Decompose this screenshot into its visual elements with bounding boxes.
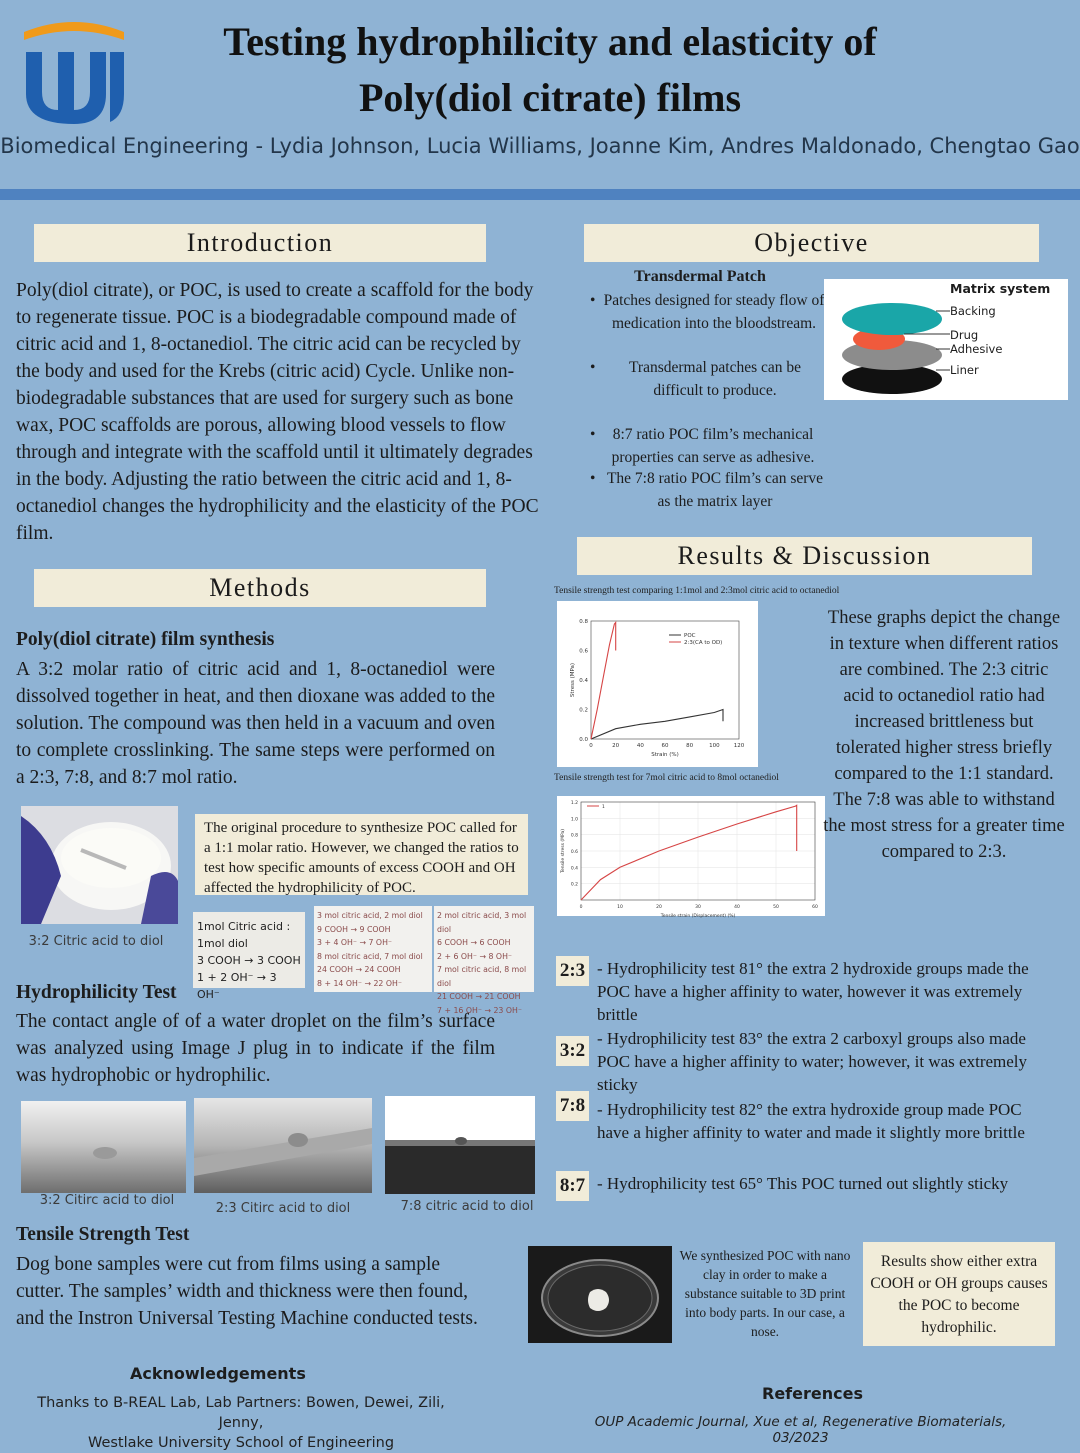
nano-clay-text: We synthesized POC with nano clay in order to make a substance suitable to 3D print into body parts. In our case, a nose.: [679, 1248, 851, 1339]
synthesis-text: A 3:2 molar ratio of citric acid and 1, 8-octanediol were dissolved together in heat, and then dioxane was added to the solution. The compound was then held in a vacuum and oven to complete crosslinking. The same steps were performed on a 2:3, 7:8, and 8:7 mol ratio.: [16, 659, 495, 788]
ratio-text-2-3: - Hydrophilicity test 81° the extra 2 hydroxide groups made the POC have a higher affinity to water, however it was extremely brittle: [597, 959, 1029, 1024]
methods-heading: Methods: [34, 569, 486, 607]
handwritten-card-3: [434, 906, 534, 1015]
y-tick-label: 1.2: [570, 801, 578, 806]
card1-line: 1mol Citric acid : 1mol diol: [197, 920, 291, 950]
x-tick-label: 50: [773, 905, 779, 910]
tensile-chart-2-svg: [557, 796, 825, 919]
introduction-heading: Introduction: [34, 224, 486, 262]
references-heading: References: [762, 1384, 863, 1403]
matrix-label-liner: Liner: [950, 363, 979, 377]
objective-bullet-4: • The 7:8 ratio POC film’s can serve as the matrix layer: [590, 470, 824, 510]
discussion-text: These graphs depict the change in texture when different ratios are combined. The 2:3 citric acid to octanediol ratio had increased brittleness but tolerated higher stress briefly compared to the 1:1 standard. The 7:8 was able to withstand the most stress for a greater time compared to 2:3.: [823, 608, 1065, 862]
y-tick-label: 0.8: [579, 619, 588, 625]
matrix-label-drug: Drug: [950, 328, 979, 342]
droplet-photo-3-2: [21, 1101, 186, 1193]
tensile-title: Tensile Strength Test: [16, 1224, 190, 1245]
introduction-text: Poly(diol citrate), or POC, is used to create a scaffold for the body to regenerate tissue. POC is a biodegradable compound made of citric acid and 1, 8-octanediol. The citric acid can be recycled by the body and used for the Krebs (citric acid) Cycle. Unlike non-biodegradable substances that are used for surgery such as bone wax, POC scaffolds are porous, allowing blood vessels to flow through and integrate with the scaffold until it ultimately degrades in the body. Adjusting the ratio between the citric acid and 1, 8-octanediol changes the hydrophilicity and the elasticity of the POC film.: [16, 280, 539, 544]
card3-line: 21 COOH → 21 COOH: [437, 992, 521, 1001]
chart1-caption: Tensile strength test comparing 1:1mol and 2:3mol citric acid to octanediol: [554, 586, 840, 596]
series-line-1: [581, 805, 797, 900]
card1-line: 1 + 2 OH⁻ → 3 OH⁻: [197, 971, 277, 1001]
y-tick-label: 0.4: [570, 866, 578, 872]
matrix-label-adhesive: Adhesive: [950, 342, 1003, 356]
card1-line: 3 COOH → 3 COOH: [197, 954, 301, 967]
y-tick-label: 1.0: [570, 817, 578, 823]
ratio-text-7-8: - Hydrophilicity test 82° the extra hydroxide group made POC have a higher affinity to water and made it slightly more brittle: [597, 1100, 1025, 1142]
droplet-caption-1: 3:2 Citirc acid to diol: [39, 1193, 175, 1208]
card2-line: 3 mol citric acid, 2 mol diol: [317, 911, 423, 920]
card3-line: 7 mol citric acid, 8 mol diol: [437, 965, 527, 988]
x-tick-label: 100: [709, 743, 720, 749]
card2-line: 9 COOH → 9 COOH: [317, 924, 391, 934]
conclusion-box: Results show either extra COOH or OH groups causes the POC to become hydrophilic.: [863, 1242, 1055, 1346]
synthesis-photo: [21, 806, 178, 924]
ratio-note: The original procedure to synthesize POC called for a 1:1 molar ratio. However, we changed the ratios to test how specific amounts of excess COOH and OH affected the hydrophilicity of POC.: [195, 814, 528, 895]
x-tick-label: 30: [695, 905, 701, 910]
tensile-chart-1: [557, 601, 758, 767]
card2-line: 8 mol citric acid, 7 mol diol: [317, 951, 423, 961]
droplet-caption-2: 2:3 Citirc acid to diol: [215, 1201, 351, 1216]
card2-line: 24 COOH → 24 COOH: [317, 965, 401, 974]
nano-clay-photo: [528, 1246, 672, 1343]
y-tick-label: 0.6: [579, 648, 588, 655]
x-tick-label: 0: [579, 905, 583, 910]
results-heading: Results & Discussion: [577, 537, 1032, 575]
header-band: [0, 189, 1080, 200]
acknowledgements-line: Westlake University School of Engineering: [87, 1435, 395, 1451]
matrix-system-diagram: [824, 279, 1068, 400]
x-tick-label: 20: [656, 905, 662, 910]
y-tick-label: 0.4: [579, 678, 588, 684]
acknowledgements-text: [16, 1393, 466, 1453]
ratio-tag-3-2: 3:2: [556, 1036, 589, 1066]
card3-line: 6 COOH → 6 COOH: [437, 938, 511, 947]
legend-label: POC: [684, 633, 696, 639]
x-tick-label: 0: [589, 743, 593, 749]
card3-line: 2 mol citric acid, 3 mol diol: [437, 911, 527, 934]
legend-label: 2:3(CA to OD): [684, 640, 723, 646]
legend-label: 1: [602, 805, 605, 810]
tensile-chart-2: [557, 796, 825, 919]
synthesis-title: Poly(diol citrate) film synthesis: [16, 629, 275, 650]
ratio-text-8-7: - Hydrophilicity test 65° This POC turned out slightly sticky: [597, 1174, 1009, 1193]
droplet-photo-7-8: [385, 1096, 535, 1194]
hydrophilicity-text: The contact angle of of a water droplet on the film’s surface was analyzed using Image J plug in to indicate if the film was hydrophobic or hydrophilic.: [16, 1011, 495, 1086]
acknowledgements-line: Thanks to B-REAL Lab, Lab Partners: Bowen, Dewei, Zili, Jenny,: [37, 1395, 445, 1431]
y-tick-label: 0.6: [570, 850, 578, 855]
y-axis-label: Stress (MPa): [570, 662, 576, 698]
card2-line: 3 + 4 OH⁻ → 7 OH⁻: [317, 938, 393, 947]
x-tick-label: 60: [661, 743, 669, 749]
x-tick-label: 40: [734, 905, 740, 910]
handwritten-card-2: [314, 906, 432, 992]
university-logo-icon: [18, 16, 130, 128]
objective-bullet-1: • Patches designed for steady flow of medication into the bloodstream.: [590, 292, 825, 332]
x-tick-label: 60: [812, 905, 818, 910]
x-tick-label: 10: [617, 905, 623, 910]
droplet-caption-3: 7:8 citric acid to diol: [400, 1199, 534, 1214]
synthesis-photo-caption: 3:2 Citric acid to diol: [28, 934, 164, 949]
x-axis-label: Tensile strain (Displacement) (%): [660, 914, 736, 919]
ratio-tag-7-8: 7:8: [556, 1091, 589, 1121]
objective-bullet-3: • 8:7 ratio POC film’s mechanical properties can serve as adhesive.: [590, 426, 815, 466]
references-text: OUP Academic Journal, Xue et al, Regenerative Biomaterials, 03/2023: [594, 1414, 1007, 1446]
x-tick-label: 80: [686, 743, 694, 749]
poster-title: Testing hydrophilicity and elasticity of Poly(diol citrate) films: [223, 19, 877, 120]
objective-heading: Objective: [584, 224, 1039, 262]
ratio-tag-2-3: 2:3: [556, 956, 589, 986]
card2-line: 8 + 14 OH⁻ → 22 OH⁻: [317, 978, 402, 988]
x-tick-label: 40: [636, 743, 644, 749]
card3-line: 2 + 6 OH⁻ → 8 OH⁻: [437, 951, 513, 961]
objective-bullet-2: • Transdermal patches can be difficult to produce.: [590, 359, 802, 399]
y-tick-label: 0.0: [579, 737, 588, 743]
x-tick-label: 20: [612, 743, 620, 749]
card3-line: 7 + 16 OH⁻ → 23 OH⁻: [437, 1005, 522, 1015]
acknowledgements-heading: Acknowledgements: [130, 1364, 306, 1383]
y-tick-label: 0.2: [579, 707, 588, 714]
x-axis-label: Strain (%): [651, 752, 679, 758]
chart2-caption: Tensile strength test for 7mol citric acid to 8mol octanediol: [554, 773, 779, 783]
y-tick-label: 0.2: [570, 882, 578, 888]
droplet-photo-2-3: [194, 1098, 372, 1193]
matrix-label-backing: Backing: [950, 304, 996, 318]
ratio-text-3-2: - Hydrophilicity test 83° the extra 2 carboxyl groups also made POC have a higher affinity to water; however, it was extremely sticky: [597, 1029, 1028, 1094]
author-list: Biomedical Engineering - Lydia Johnson, Lucia Williams, Joanne Kim, Andres Maldonado, Chengtao Gao: [0, 134, 1080, 158]
ratio-tag-8-7: 8:7: [556, 1171, 589, 1201]
x-tick-label: 120: [733, 743, 745, 749]
y-tick-label: 0.8: [570, 833, 578, 839]
tensile-text: Dog bone samples were cut from films using a sample cutter. The samples’ width and thickness were then found, and the Instron Universal Testing Machine conducted tests.: [16, 1254, 478, 1329]
matrix-layers-icon: [824, 279, 1068, 400]
series-line-2: [591, 623, 616, 740]
matrix-title: Matrix system: [950, 281, 1051, 296]
series-line-1: [591, 710, 723, 740]
y-axis-label: Tensile stress (MPa): [561, 828, 566, 874]
handwritten-card-1: [193, 912, 305, 1001]
hydrophilicity-title: Hydrophilicity Test: [16, 982, 177, 1003]
tensile-chart-1-svg: [557, 601, 758, 767]
transdermal-patch-title: Transdermal Patch: [634, 268, 766, 285]
